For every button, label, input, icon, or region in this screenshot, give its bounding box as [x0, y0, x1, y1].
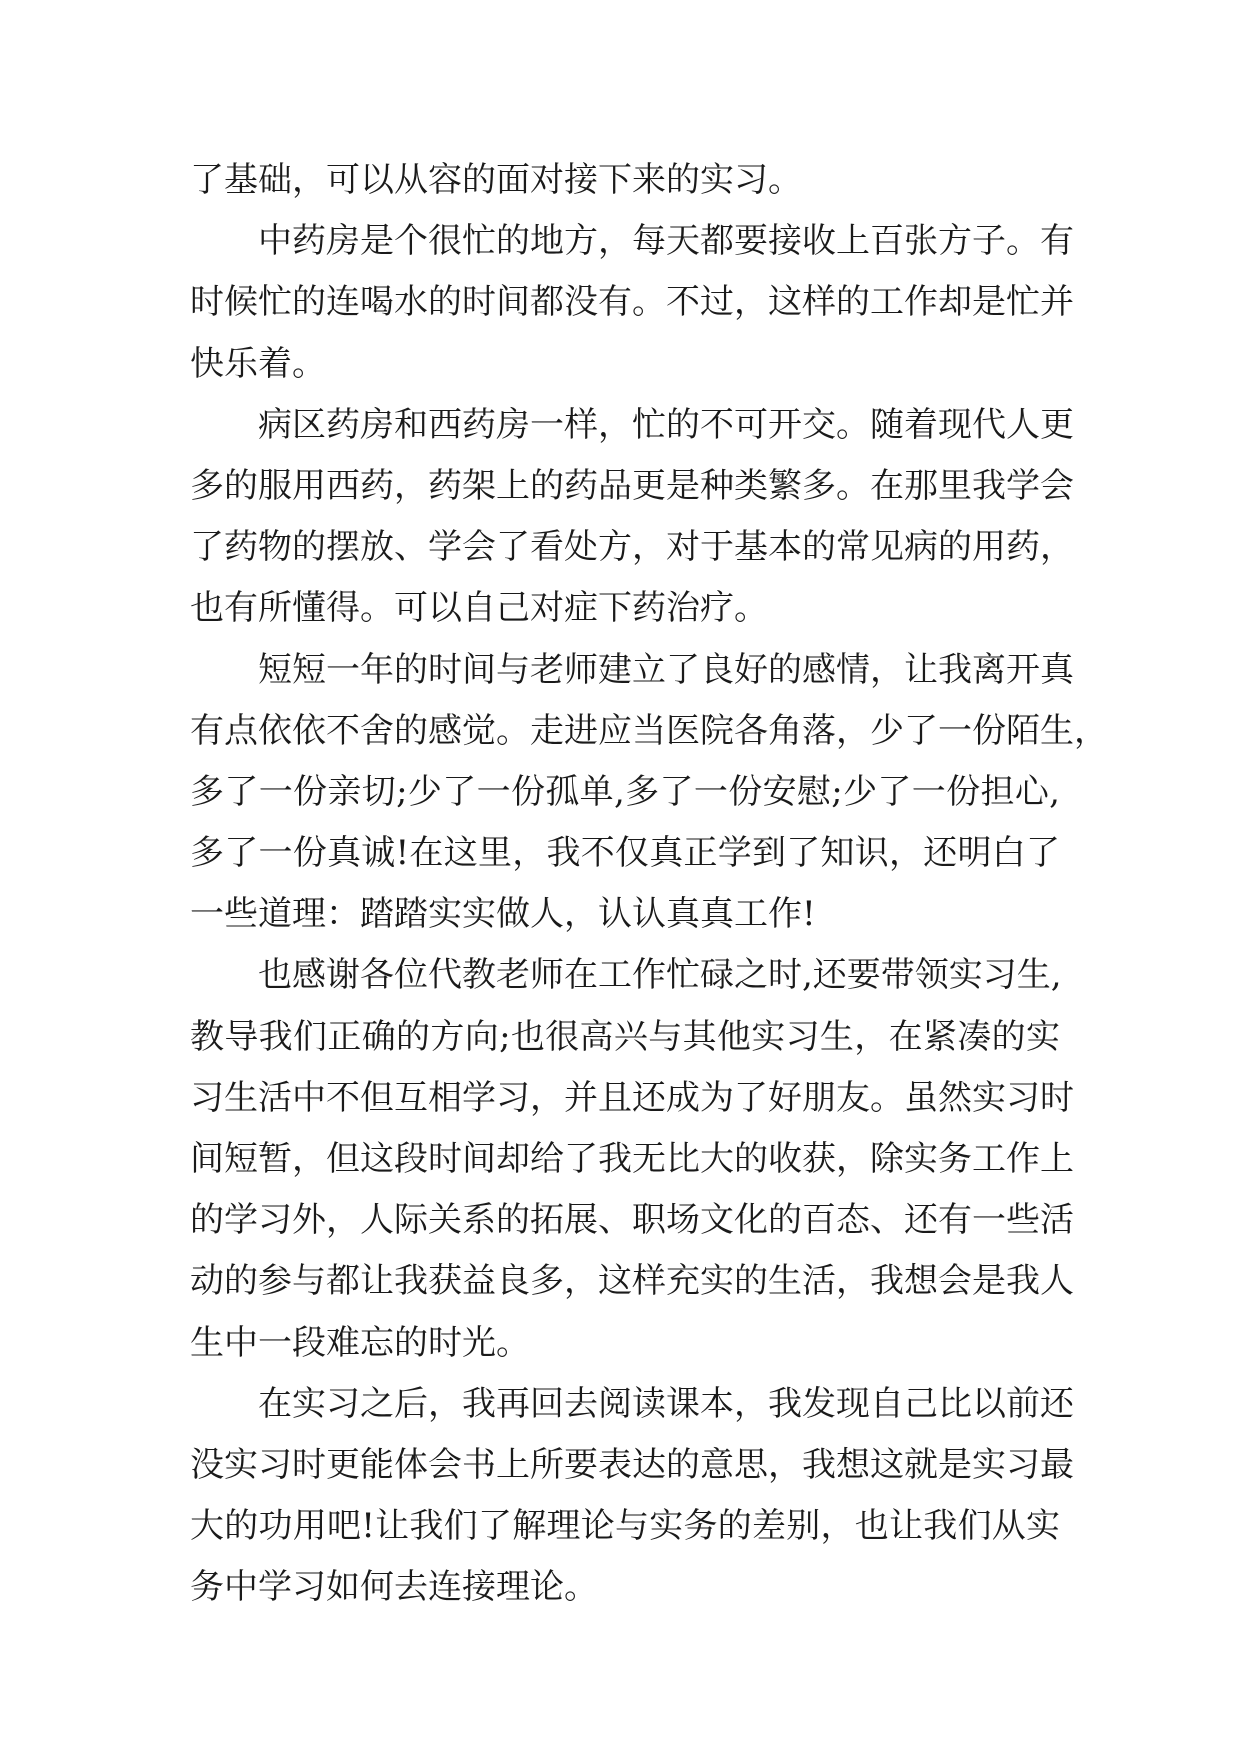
text-line: 大的功用吧!让我们了解理论与实务的差别，也让我们从实 [190, 1506, 1060, 1547]
text-line: 没实习时更能体会书上所要表达的意思，我想这就是实习最 [190, 1444, 1074, 1485]
text-line: 时候忙的连喝水的时间都没有。不过，这样的工作却是忙并 [190, 282, 1074, 323]
text-line: 多了一份亲切;少了一份孤单,多了一份安慰;少了一份担心, [190, 771, 1060, 812]
text-line: 的学习外，人际关系的拓展、职场文化的百态、还有一些活 [190, 1200, 1074, 1241]
text-line: 多了一份真诚!在这里，我不仅真正学到了知识，还明白了 [190, 833, 1060, 874]
text-line: 了基础，可以从容的面对接下来的实习。 [190, 160, 802, 200]
text-line: 生中一段难忘的时光。 [190, 1322, 530, 1363]
text-line: 了药物的摆放、学会了看处方，对于基本的常见病的用药， [190, 527, 1074, 568]
paragraph-first-line: 在实习之后，我再回去阅读课本，我发现自己比以前还 [258, 1383, 1074, 1424]
text-line: 习生活中不但互相学习，并且还成为了好朋友。虽然实习时 [190, 1077, 1074, 1118]
paragraph-first-line: 也感谢各位代教老师在工作忙碌之时,还要带领实习生, [258, 955, 1062, 996]
paragraph-first-line: 中药房是个很忙的地方，每天都要接收上百张方子。有 [258, 221, 1074, 262]
text-line: 动的参与都让我获益良多，这样充实的生活，我想会是我人 [190, 1261, 1074, 1302]
text-line: 教导我们正确的方向;也很高兴与其他实习生，在紧凑的实 [190, 1016, 1060, 1057]
text-line: 一些道理：踏踏实实做人，认认真真工作! [190, 894, 816, 935]
text-line: 务中学习如何去连接理论。 [190, 1567, 598, 1608]
text-line: 有点依依不舍的感觉。走进应当医院各角落，少了一份陌生， [190, 710, 1108, 751]
paragraph-first-line: 病区药房和西药房一样，忙的不可开交。随着现代人更 [258, 404, 1074, 445]
body-text [190, 160, 1108, 1629]
text-line: 也有所懂得。可以自己对症下药治疗。 [190, 588, 768, 629]
text-line: 快乐着。 [190, 343, 326, 384]
text-line: 间短暂，但这段时间却给了我无比大的收获，除实务工作上 [190, 1139, 1074, 1179]
text-line: 多的服用西药，药架上的药品更是种类繁多。在那里我学会 [190, 465, 1074, 506]
paragraph-first-line: 短短一年的时间与老师建立了良好的感情，让我离开真 [258, 649, 1074, 690]
